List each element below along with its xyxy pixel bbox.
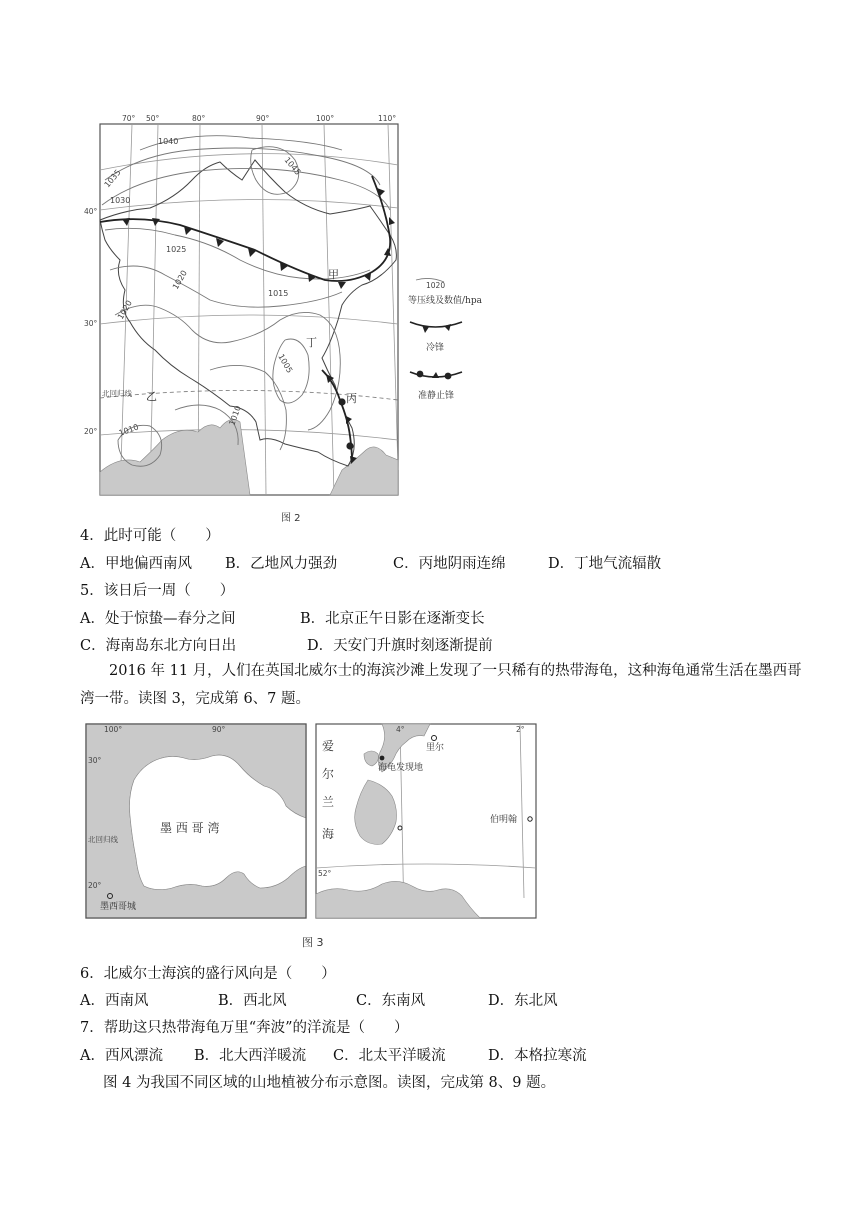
question-5-stem: 5．该日后一周（ ） <box>80 583 235 599</box>
question-5-option-c: C．海南岛东北方向日出 <box>80 638 237 654</box>
question-7-option-c: C．北太平洋暖流 <box>333 1048 446 1064</box>
legend-cold-front-triangles <box>422 324 451 333</box>
question-5-option-a: A．处于惊蛰—春分之间 <box>80 611 236 627</box>
place-label-bing: 丙 <box>346 392 357 405</box>
legend-cold-front-symbol <box>410 322 462 327</box>
isobar-value: 1020 <box>170 268 189 291</box>
question-5-option-d: D．天安门升旗时刻逐渐提前 <box>307 638 493 654</box>
tropic-label: 北回归线 <box>88 835 118 844</box>
lon-label: 2° <box>516 725 525 734</box>
isobar-value: 1005 <box>276 352 295 375</box>
lon-label: 50° <box>146 114 160 123</box>
legend-stationary-front-label: 准静止锋 <box>418 391 455 401</box>
place-label-jia: 甲 <box>328 268 339 281</box>
lat-label: 52° <box>318 869 332 878</box>
lon-label: 90° <box>212 725 226 734</box>
city-label-birmingham: 伯明翰 <box>490 815 518 825</box>
lat-label: 40° <box>84 207 98 216</box>
question-6-option-b: B．西北风 <box>218 993 287 1009</box>
lon-label: 100° <box>316 114 335 123</box>
lon-label: 4° <box>396 725 405 734</box>
question-6-option-c: C．东南风 <box>356 993 426 1009</box>
gulf-of-mexico-map <box>80 718 312 923</box>
sea-label-char: 爱 <box>322 739 335 753</box>
lon-label: 70° <box>122 114 136 123</box>
passage-vegetation: 图 4 为我国不同区域的山地植被分布示意图。读图，完成第 8、9 题。 <box>103 1075 556 1091</box>
place-label-ding: 丁 <box>306 336 317 349</box>
figure-2-caption: 图 2 <box>281 513 301 524</box>
legend-isobar-value: 1020 <box>426 281 446 290</box>
lon-label: 90° <box>256 114 270 123</box>
isobar-value: 1030 <box>110 196 131 205</box>
sea-label-char: 海 <box>322 827 335 841</box>
question-6-option-a: A．西南风 <box>80 993 149 1009</box>
lon-label: 80° <box>192 114 206 123</box>
isobar-value: 1040 <box>158 137 179 146</box>
turtle-site-marker <box>380 756 385 761</box>
question-6-stem: 6．北威尔士海滨的盛行风向是（ ） <box>80 966 336 982</box>
lat-label: 30° <box>84 319 98 328</box>
question-4-option-c: C．丙地阴雨连绵 <box>393 556 506 572</box>
question-7-option-b: B．北大西洋暖流 <box>194 1048 307 1064</box>
legend-stationary-front-dot <box>417 371 424 378</box>
city-label-liverpool: 里尔 <box>426 743 445 753</box>
question-5-option-b: B．北京正午日影在逐渐变长 <box>300 611 485 627</box>
map-legend <box>408 278 483 401</box>
sea-label-char: 尔 <box>322 767 335 781</box>
place-label-yi: 乙 <box>146 390 157 403</box>
city-label-mexico: 墨西哥城 <box>100 902 137 912</box>
figure-3-caption: 图 3 <box>302 936 324 949</box>
question-7-stem: 7．帮助这只热带海龟万里“奔波”的洋流是（ ） <box>80 1020 409 1036</box>
isobar-value: 1045 <box>282 155 303 177</box>
question-7-option-d: D．本格拉寒流 <box>488 1048 587 1064</box>
isobar-value: 1010 <box>117 422 140 438</box>
turtle-site-label: 海龟发现地 <box>378 763 424 773</box>
lon-label: 100° <box>104 725 123 734</box>
isobar-value: 1015 <box>268 289 289 298</box>
weather-map-figure <box>80 110 520 530</box>
question-4-option-d: D．丁地气流辐散 <box>548 556 662 572</box>
isobar-value: 1010 <box>227 404 243 427</box>
lat-label: 20° <box>84 427 98 436</box>
question-7-option-a: A．西风漂流 <box>80 1048 163 1064</box>
irish-sea-map <box>312 718 540 923</box>
legend-cold-front-label: 冷锋 <box>426 343 445 353</box>
question-4-option-a: A．甲地偏西南风 <box>80 556 192 572</box>
question-4-stem: 4．此时可能（ ） <box>80 528 220 544</box>
lat-label: 30° <box>88 756 102 765</box>
passage-turtle: 2016 年 11 月，人们在英国北威尔士的海滨沙滩上发现了一只稀有的热带海龟，这种海龟通常生活在墨西哥湾一带。读图 3，完成第 6、7 题。 <box>80 663 802 707</box>
question-6-option-d: D．东北风 <box>488 993 558 1009</box>
lon-label: 110° <box>378 114 397 123</box>
isobar-value: 1025 <box>166 245 187 254</box>
isobar-value: 1035 <box>102 167 123 190</box>
legend-stationary-front-triangle <box>432 372 439 378</box>
question-4-option-b: B．乙地风力强劲 <box>225 556 338 572</box>
gulf-label: 墨 西 哥 湾 <box>160 821 220 835</box>
isobar-value: 1020 <box>115 298 134 321</box>
legend-stationary-front-dot <box>445 373 452 380</box>
map-frame <box>100 124 398 495</box>
sea-label-char: 兰 <box>322 795 335 809</box>
legend-isobar-text: 等压线及数值/hpa <box>408 296 482 306</box>
tropic-label: 北回归线 <box>102 389 132 398</box>
lat-label: 20° <box>88 881 102 890</box>
